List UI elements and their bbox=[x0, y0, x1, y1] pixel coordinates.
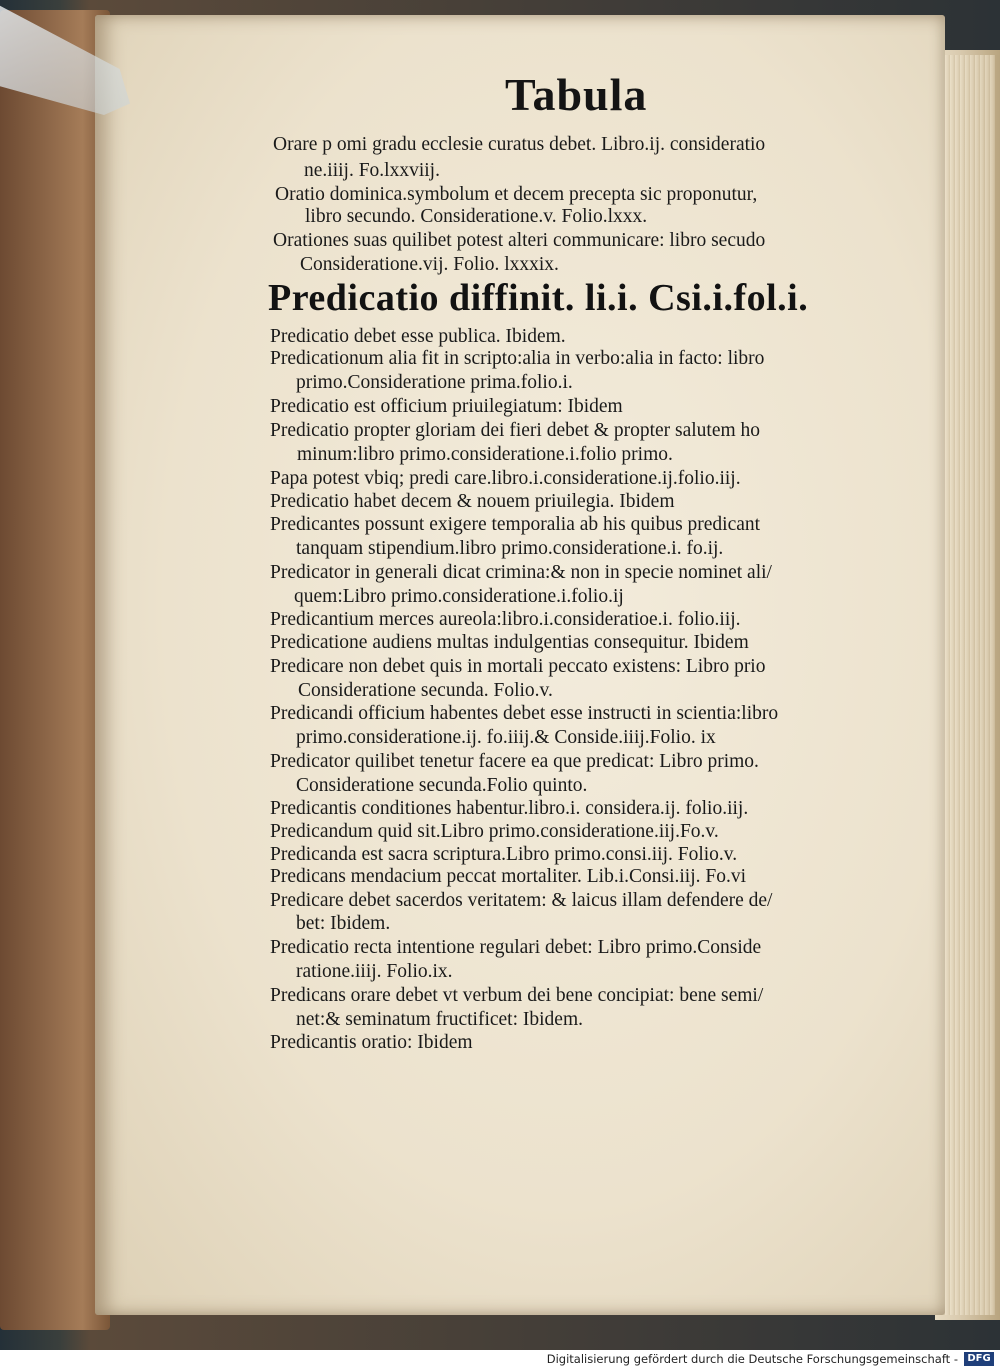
entry-line: net:& seminatum fructificet: Ibidem. bbox=[296, 1009, 583, 1030]
entry-line: Predicandum quid sit.Libro primo.consideratione.iij.Fo.v. bbox=[270, 821, 719, 842]
entry-line: Consideratione.vij. Folio. lxxxix. bbox=[300, 254, 559, 275]
section-headline: Predicatio diffinit. li.i. Csi.i.fol.i. bbox=[268, 277, 809, 319]
entry-line: Predicatio est officium priuilegiatum: Ibidem bbox=[270, 396, 623, 417]
entry-line: minum:libro primo.consideratione.i.folio primo. bbox=[297, 444, 673, 465]
page-title: Tabula bbox=[505, 69, 648, 120]
entry-line: libro secundo. Consideratione.v. Folio.lxxx. bbox=[305, 206, 648, 227]
entry-line: ne.iiij. Fo.lxxviij. bbox=[304, 160, 440, 181]
entry-line: Orare p omi gradu ecclesie curatus debet. Libro.ij. consideratio bbox=[273, 134, 766, 155]
entry-line: Papa potest vbiq; predi care.libro.i.consideratione.ij.folio.iij. bbox=[270, 468, 741, 489]
entry-line: Predicatione audiens multas indulgentias consequitur. Ibidem bbox=[270, 632, 749, 653]
footer-bar bbox=[0, 1350, 1000, 1369]
entry-line: ratione.iiij. Folio.ix. bbox=[296, 961, 453, 982]
entry-line: Predicator quilibet tenetur facere ea que predicat: Libro primo. bbox=[270, 751, 759, 772]
entry-line: bet: Ibidem. bbox=[296, 913, 391, 934]
entry-line: Predicans orare debet vt verbum dei bene concipiat: bene semi/ bbox=[270, 985, 764, 1006]
entry-line: primo.consideratione.ij. fo.iiij.& Conside.iiij.Folio. ix bbox=[296, 727, 716, 748]
entry-line: Predicationum alia fit in scripto:alia in verbo:alia in facto: libro bbox=[270, 348, 765, 369]
entry-line: quem:Libro primo.consideratione.i.folio.ij bbox=[294, 586, 624, 607]
entry-line: tanquam stipendium.libro primo.consideratione.i. fo.ij. bbox=[296, 538, 724, 559]
entry-line: Predicatio habet decem & nouem priuilegia. Ibidem bbox=[270, 491, 675, 512]
entry-line: Oratio dominica.symbolum et decem precepta sic proponutur, bbox=[275, 184, 758, 205]
entry-line: Predicare non debet quis in mortali peccato existens: Libro prio bbox=[270, 656, 766, 677]
entry-line: Predicantes possunt exigere temporalia ab his quibus predicant bbox=[270, 514, 761, 535]
entry-line: Orationes suas quilibet potest alteri communicare: libro secudo bbox=[273, 230, 766, 251]
dfg-logo: DFG bbox=[964, 1352, 994, 1366]
funding-credit: Digitalisierung gefördert durch die Deutsche Forschungsgemeinschaft - bbox=[546, 1352, 958, 1366]
entry-line: Predicantis oratio: Ibidem bbox=[270, 1032, 473, 1053]
entry-line: Predicatio debet esse publica. Ibidem. bbox=[270, 326, 566, 347]
entry-line: Predicanda est sacra scriptura.Libro primo.consi.iij. Folio.v. bbox=[270, 844, 738, 865]
entry-line: Predicandi officium habentes debet esse instructi in scientia:libro bbox=[270, 703, 779, 724]
entry-line: Predicantium merces aureola:libro.i.consideratioe.i. folio.iij. bbox=[270, 609, 741, 630]
entry-line: primo.Consideratione prima.folio.i. bbox=[296, 372, 573, 393]
entry-line: Predicator in generali dicat crimina:& non in specie nominet ali/ bbox=[270, 562, 772, 583]
entry-line: Consideratione secunda. Folio.v. bbox=[298, 680, 553, 701]
entry-line: Consideratione secunda.Folio quinto. bbox=[296, 775, 588, 796]
entry-line: Predicatio recta intentione regulari debet: Libro primo.Conside bbox=[270, 937, 762, 958]
entry-line: Predicatio propter gloriam dei fieri debet & propter salutem ho bbox=[270, 420, 761, 441]
entry-line: Predicantis conditiones habentur.libro.i. considera.ij. folio.iij. bbox=[270, 798, 749, 819]
entry-line: Predicans mendacium peccat mortaliter. Lib.i.Consi.iij. Fo.vi bbox=[270, 866, 747, 887]
entry-line: Predicare debet sacerdos veritatem: & laicus illam defendere de/ bbox=[270, 890, 773, 911]
